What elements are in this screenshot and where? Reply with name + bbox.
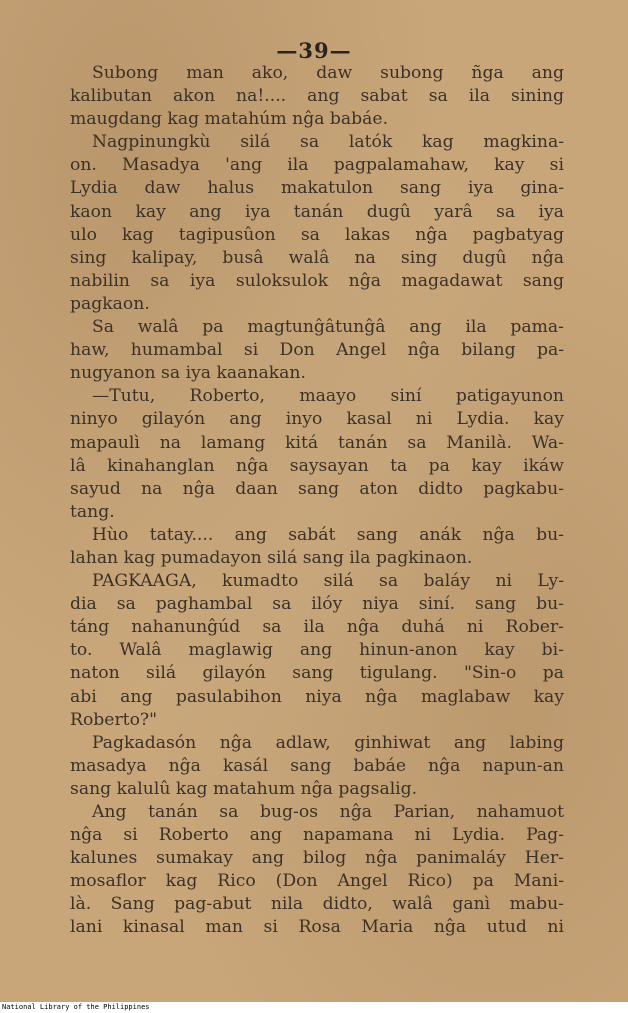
text-line: nugyanon sa iya kaanakan.	[70, 363, 306, 384]
text-line: pagkaon.	[70, 293, 150, 314]
text-line: Nagpinungkù silá sa latók kag magkina-	[92, 132, 564, 153]
text-line: Subong man ako, daw subong ñga ang	[92, 63, 564, 83]
text-line: kaon kay ang iya tanán dugû yarâ sa iya	[70, 201, 564, 222]
text-line: sang kalulû kag matahum nĝa pagsalig.	[70, 778, 418, 799]
text-line: Pagkadasón nĝa adlaw, ginhiwat ang labing	[92, 732, 564, 753]
text-line: naton silá gilayón sang tigulang. "Sin-o pa	[70, 663, 564, 684]
text-line: kalibutan akon na!.... ang sabat sa ila sining	[70, 86, 564, 107]
text-line: sayud na nĝa daan sang aton didto pagkabu-	[70, 478, 564, 499]
text-line: haw, humambal si Don Angel nĝa bilang pa-	[70, 340, 564, 361]
text-line: masadya nĝa kasál sang babáe nĝa napun-an	[70, 755, 564, 776]
text-line: Lydia daw halus makatulon sang iya gina-	[70, 178, 564, 199]
text-line: sing kalipay, busâ walâ na sing dugû nĝa	[70, 247, 564, 268]
text-line: nabilin sa iya suloksulok nĝa magadawat sang	[70, 270, 564, 291]
text-line: là. Sang pag-abut nila didto, walâ ganì mabu-	[70, 894, 564, 915]
source-credit: National Library of the Philippines	[2, 1003, 150, 1011]
text-line: —Tutu, Roberto, maayo siní patigayunon	[92, 386, 564, 407]
text-line: kalunes sumakay ang bilog nĝa panimaláy Her-	[70, 848, 564, 869]
text-line: mosaflor kag Rico (Don Angel Rico) pa Mani-	[70, 871, 564, 892]
body-text	[70, 62, 564, 940]
text-line: Sa walâ pa magtunĝâtunĝâ ang ila pama-	[92, 317, 564, 338]
text-line: lahan kag pumadayon silá sang ila pagkinaon.	[70, 547, 473, 568]
text-line: dia sa paghambal sa ilóy niya siní. sang bu-	[70, 594, 564, 615]
text-line: Roberto?"	[70, 709, 158, 730]
text-line: táng nahanunĝúd sa ila nĝa duhá ni Rober-	[70, 617, 564, 638]
text-line: on. Masadya 'ang ila pagpalamahaw, kay si	[70, 155, 564, 176]
text-line: Ang tanán sa bug-os nĝa Parian, nahamuot	[92, 802, 564, 822]
text-line: ulo kag tagipusûon sa lakas nĝa pagbatyag	[70, 224, 564, 245]
text-line: lâ kinahanglan nĝa saysayan ta pa kay ikáw	[70, 455, 564, 476]
text-line: PAGKAAGA, kumadto silá sa baláy ni Ly-	[92, 571, 564, 592]
text-line: nĝa si Roberto ang napamana ni Lydia. Pag-	[70, 825, 564, 846]
text-line: abi ang pasulabihon niya nĝa maglabaw kay	[70, 686, 564, 707]
text-line: ninyo gilayón ang inyo kasal ni Lydia. kay	[70, 409, 564, 430]
page-number: —39—	[276, 38, 352, 63]
text-line: maugdang kag matahúm nĝa babáe.	[70, 109, 389, 130]
text-line: mapaulì na lamang kitá tanán sa Manilà. Wa-	[70, 432, 564, 453]
text-line: tang.	[70, 501, 115, 522]
text-line: lani kinasal man si Rosa Maria nĝa utud ni	[70, 917, 564, 938]
text-line: to. Walâ maglawig ang hinun-anon kay bi-	[70, 640, 564, 661]
text-line: Hùo tatay.... ang sabát sang anák nĝa bu-	[92, 524, 564, 545]
